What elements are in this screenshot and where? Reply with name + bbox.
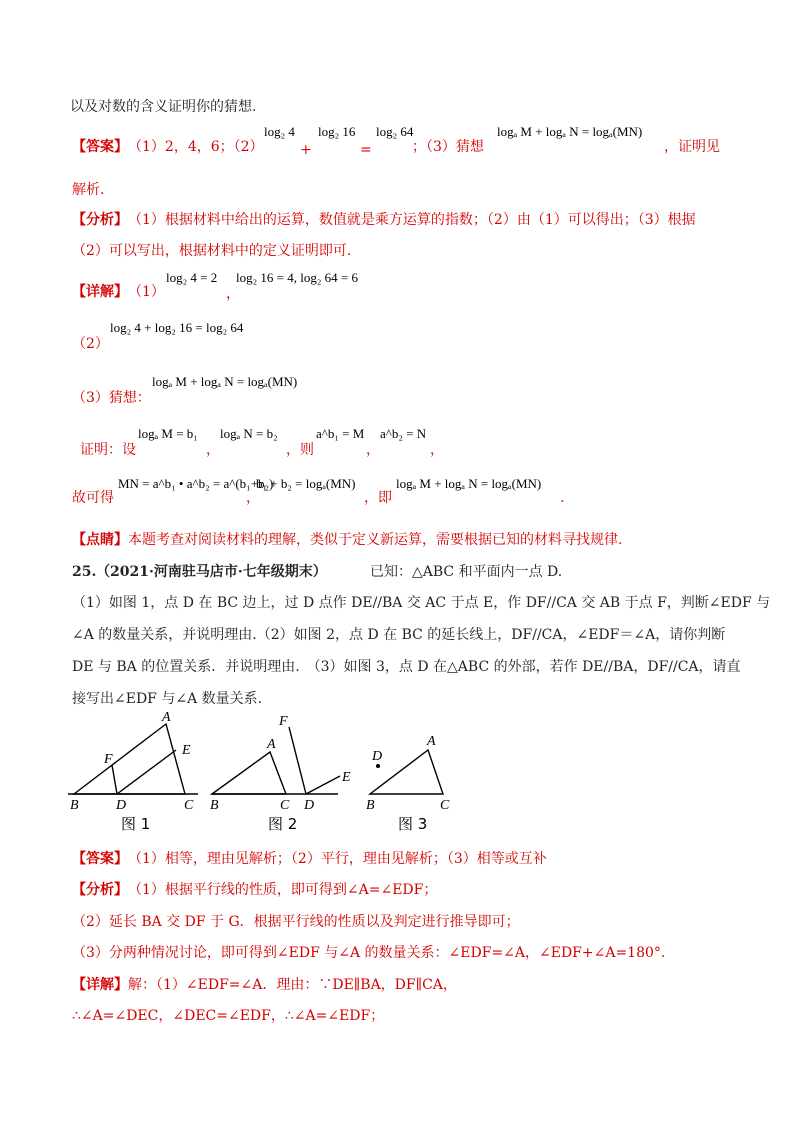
answer-tail-2: 解析. xyxy=(72,182,105,198)
fig1-df xyxy=(112,765,117,794)
fig3-point-d xyxy=(376,764,380,768)
q25-answer-tag: 【答案】 xyxy=(72,851,128,867)
hence-prefix: 故可得 xyxy=(72,490,114,506)
answer-tail: ，证明见 xyxy=(664,139,720,155)
fig1-label-d: D xyxy=(116,798,127,813)
math-p4: a^b₂ = N xyxy=(380,426,427,441)
math-p1: logₐ M = b₁ xyxy=(138,426,198,441)
detail-1: （1） xyxy=(128,284,165,300)
q25-detail-1: 解：（1）∠EDF=∠A．理由：∵DE∥BA，DF∥CA， xyxy=(128,977,457,993)
fig1-label-a: A xyxy=(162,710,171,725)
math-d1a: log₂ 4 = 2 xyxy=(166,270,218,285)
math-log2-16: log₂ 16 xyxy=(318,124,356,139)
analysis-line-1: （1）根据材料中给出的运算，数值就是乘方运算的指数；（2）由（1）可以得出；（3）根据 xyxy=(128,212,696,228)
detail-3: （3）猜想： xyxy=(72,390,151,406)
fig2-caption: 图 2 xyxy=(268,815,298,833)
q25-answer: （1）相等，理由见解析；（2）平行，理由见解析；（3）相等或互补 xyxy=(128,851,547,867)
fig1-label-c: C xyxy=(184,798,194,813)
fig2-label-a: A xyxy=(267,737,276,752)
math-h2: b₁ + b₂ = logₐ(MN) xyxy=(256,476,356,491)
fig1-label-f: F xyxy=(104,752,113,767)
fig2-triangle xyxy=(212,752,286,794)
answer-tag: 【答案】 xyxy=(72,139,128,155)
q25-line-1: （1）如图 1，点 D 在 BC 边上，过 D 点作 DE//BA 交 AC 于点 E，作 DF//CA 交 AB 于点 F，判断∠EDF 与 xyxy=(72,595,771,611)
math-h3: logₐ M + logₐ N = logₐ(MN) xyxy=(396,476,542,491)
fig3-label-c: C xyxy=(440,798,450,813)
fig2-label-d: D xyxy=(304,798,315,813)
proof-comma-3: ， xyxy=(430,442,444,458)
fig3-label-a: A xyxy=(427,734,436,749)
q25-detail-2: ∴∠A=∠DEC，∠DEC=∠EDF，∴∠A=∠EDF； xyxy=(72,1008,385,1024)
hence-ie: ，即 xyxy=(364,490,392,506)
proof-then: ，则 xyxy=(286,442,314,458)
answer-plus: + xyxy=(300,142,312,158)
q25-number: 25. xyxy=(72,564,97,580)
fig1-label-e: E xyxy=(182,743,191,758)
fig1-caption: 图 1 xyxy=(121,815,151,833)
fig2-label-f: F xyxy=(279,714,288,729)
proof-comma-2: ， xyxy=(366,442,380,458)
detail-tag: 【详解】 xyxy=(72,284,128,300)
fig3-label-d: D xyxy=(372,749,383,764)
fig2-label-b: B xyxy=(210,798,219,813)
fig1-de xyxy=(117,750,176,794)
answer-text-3: ；（3）猜想 xyxy=(412,139,484,155)
fig2-df xyxy=(289,727,306,794)
q25-line-4: 接写出∠EDF 与∠A 数量关系. xyxy=(72,691,263,707)
comment-text: 本题考查对阅读材料的理解，类似于定义新运算，需要根据已知的材料寻找规律. xyxy=(128,532,623,548)
detail-2: （2） xyxy=(72,336,109,352)
answer-eq: = xyxy=(360,142,372,158)
q25-analysis-tag: 【分析】 xyxy=(72,882,128,898)
fig2-de xyxy=(306,776,340,794)
q25-stem: 已知：△ABC 和平面内一点 D. xyxy=(370,564,563,580)
math-h1: MN = a^b₁ • a^b₂ = a^(b₁+b₂) xyxy=(118,476,274,491)
math-log2-64: log₂ 64 xyxy=(376,124,414,139)
q25-line-2: ∠A 的数量关系，并说明理由.（2）如图 2，点 D 在 BC 的延长线上，DF//CA，∠EDF＝∠A，请你判断 xyxy=(72,627,726,643)
analysis-line-2: （2）可以写出，根据材料中的定义证明即可. xyxy=(72,243,352,259)
fig1-triangle xyxy=(74,724,185,794)
analysis-tag: 【分析】 xyxy=(72,212,128,228)
fig2-label-c: C xyxy=(280,798,290,813)
q25-analysis-3: （3）分两种情况讨论，即可得到∠EDF 与∠A 的数量关系：∠EDF=∠A，∠EDF+∠A=180°. xyxy=(72,945,666,961)
math-log2-4: log₂ 4 xyxy=(264,124,295,139)
intro-line: 以及对数的含义证明你的猜想. xyxy=(70,99,257,115)
math-d2: log₂ 4 + log₂ 16 = log₂ 64 xyxy=(110,320,244,335)
comment-tag: 【点睛】 xyxy=(72,532,128,548)
detail-comma: ， xyxy=(226,286,240,302)
q25-analysis-2: （2）延长 BA 交 DF 于 G．根据平行线的性质以及判定进行推导即可； xyxy=(72,914,520,930)
hence-end: . xyxy=(560,490,565,506)
q25-source: （2021·河南驻马店市·七年级期末） xyxy=(96,564,327,580)
math-d3: logₐ M + logₐ N = logₐ(MN) xyxy=(152,374,298,389)
fig3-caption: 图 3 xyxy=(398,815,428,833)
q25-detail-tag: 【详解】 xyxy=(72,977,128,993)
fig1-label-b: B xyxy=(70,798,79,813)
proof-comma-1: ， xyxy=(206,442,220,458)
math-p3: a^b₁ = M xyxy=(316,426,365,441)
geometry-figures xyxy=(0,705,800,845)
math-d1b: log₂ 16 = 4, log₂ 64 = 6 xyxy=(236,270,358,285)
answer-text-1: （1）2，4，6；（2） xyxy=(128,139,264,155)
fig2-label-e: E xyxy=(342,770,351,785)
hence-comma: ， xyxy=(246,490,260,506)
fig3-label-b: B xyxy=(366,798,375,813)
math-p2: logₐ N = b₂ xyxy=(220,426,278,441)
proof-prefix: 证明：设 xyxy=(80,442,136,458)
math-conjecture: logₐ M + logₐ N = logₐ(MN) xyxy=(497,124,643,139)
q25-line-3: DE 与 BA 的位置关系．并说明理由. （3）如图 3，点 D 在△ABC 的外部，若作 DE//BA，DF//CA，请直 xyxy=(72,659,741,675)
q25-analysis-1: （1）根据平行线的性质，即可得到∠A=∠EDF； xyxy=(128,882,438,898)
